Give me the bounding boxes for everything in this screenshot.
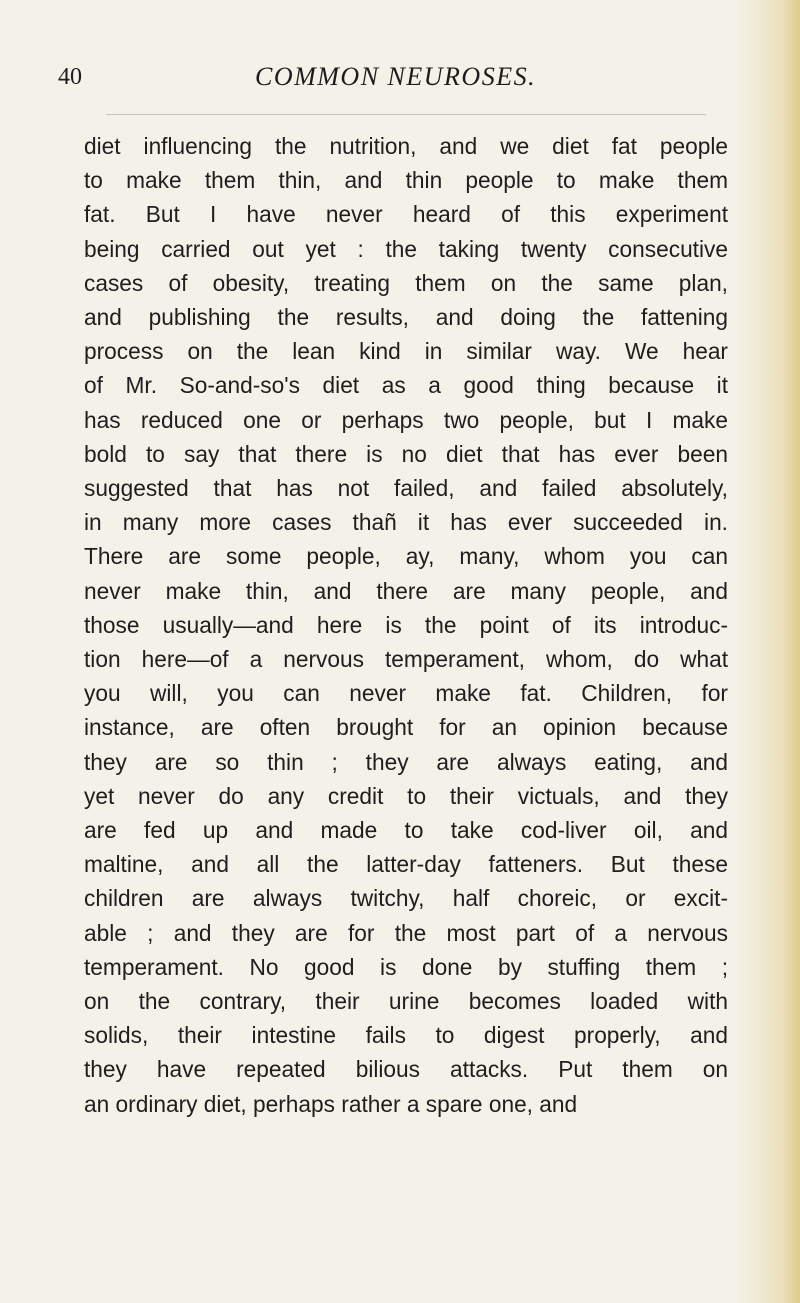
text-line: fat. But I have never heard of this experiment (84, 201, 728, 228)
text-line: bold to say that there is no diet that has ever been (84, 440, 728, 467)
text-line: diet influencing the nutrition, and we diet fat people (84, 133, 728, 159)
text-line: an ordinary diet, perhaps rather a spare one, and (84, 1090, 578, 1117)
text-line: those usually—and here is the point of its introduc- (84, 611, 728, 638)
text-line: There are some people, ay, many, whom you can (84, 543, 728, 570)
text-line: in many more cases thañ it has ever succeeded in. (84, 509, 728, 536)
text-line: they are so thin ; they are always eating, and (84, 748, 728, 775)
text-line: able ; and they are for the most part of a nervous (84, 919, 728, 946)
body-text (84, 129, 728, 1121)
text-line: on the contrary, their urine becomes loaded with (84, 988, 728, 1015)
text-line: children are always twitchy, half choreic, or excit- (84, 885, 728, 912)
text-line: instance, are often brought for an opinion because (84, 714, 728, 741)
text-line: temperament. No good is done by stuffing them ; (84, 953, 728, 980)
running-head: COMMON NEUROSES. (255, 62, 537, 91)
text-line: and publishing the results, and doing the fattening (84, 304, 728, 331)
text-line: to make them thin, and thin people to make them (84, 167, 728, 194)
text-line: maltine, and all the latter-day fatteners. But these (84, 851, 728, 878)
page-header (0, 60, 800, 100)
text-line: solids, their intestine fails to digest properly, and (84, 1022, 728, 1049)
text-line: cases of obesity, treating them on the same plan, (84, 269, 728, 296)
text-line: are fed up and made to take cod-liver oil, and (84, 817, 728, 844)
text-line: you will, you can never make fat. Children, for (84, 680, 728, 707)
text-line: they have repeated bilious attacks. Put them on (84, 1056, 728, 1083)
text-line: process on the lean kind in similar way. We hear (84, 338, 728, 365)
text-line: has reduced one or perhaps two people, but I make (84, 406, 728, 433)
text-line: suggested that has not failed, and failed absolutely, (84, 475, 728, 502)
page-edge (782, 0, 800, 1303)
text-line: tion here—of a nervous temperament, whom, do what (84, 646, 728, 673)
page-number: 40 (58, 64, 82, 90)
header-rule (106, 114, 706, 115)
text-line: of Mr. So-and-so's diet as a good thing because it (84, 372, 728, 399)
text-line: being carried out yet : the taking twenty consecutive (84, 235, 728, 262)
text-line: yet never do any credit to their victuals, and they (84, 782, 728, 809)
text-line: never make thin, and there are many people, and (84, 577, 728, 604)
